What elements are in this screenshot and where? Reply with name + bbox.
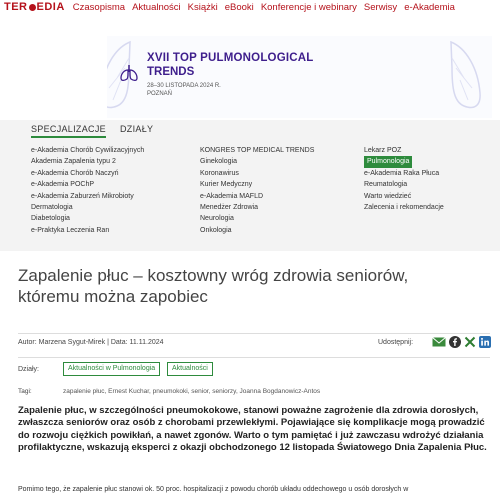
specializations-list: [0, 139, 500, 251]
article-lead: Zapalenie płuc, w szczególności pneumokokowe, stanowi poważne zagrożenie dla zdrowia dorosłych, zwłaszcza seniorów oraz osób z chorobami przewlekłymi. Pojawiające się komplikacje mogą prowadzić do rozwoju ciężkich powikłań, a nawet zgonów. Warto o tym pamiętać i już zawczasu wdrożyć działania profilaktyczne, wskazują eksperci z okazji obchodzonego 12 listopada Światowego Dnia Zapalenia Płuc.: [18, 405, 487, 454]
spec-column-3: [364, 145, 444, 213]
divider: [18, 333, 490, 334]
banner-location: POZNAŃ: [147, 91, 173, 97]
spec-item[interactable]: Reumatologia: [364, 181, 408, 189]
x-icon[interactable]: [464, 336, 476, 348]
banner-title: XVII TOP PULMONOLOGICAL: [147, 52, 314, 64]
badge-aktualnosci-pulmonologia[interactable]: Aktualności w Pulmonologia: [63, 362, 160, 376]
tags-label: Tagi:: [18, 388, 32, 395]
banner-date: 28–30 LISTOPADA 2024 R.: [147, 83, 221, 89]
spec-item[interactable]: Zalecenia i rekomendacje: [364, 203, 444, 211]
termedia-logo[interactable]: TER EDIA: [4, 1, 65, 13]
spec-item[interactable]: KONGRES TOP MEDICAL TRENDS: [200, 147, 315, 154]
spec-item[interactable]: Dermatologia: [31, 203, 73, 211]
spec-item[interactable]: Warto wiedzieć: [364, 192, 412, 200]
spec-item[interactable]: e-Praktyka Leczenia Ran: [31, 226, 110, 234]
lungs-illustration-right: [416, 38, 486, 114]
article-body: Pomimo tego, że zapalenie płuc stanowi ok. 50 proc. hospitalizacji z powodu chorób układu oddechowego u osób dorosłych w: [18, 486, 409, 493]
nav-czasopisma[interactable]: Czasopisma: [72, 1, 126, 13]
spec-item[interactable]: Akademia Zapalenia typu 2: [31, 158, 116, 166]
spec-item[interactable]: e-Akademia Zaburzeń Mikrobioty: [31, 192, 134, 200]
spec-item[interactable]: Diabetologia: [31, 215, 70, 223]
nav-ksiazki[interactable]: Książki: [187, 1, 218, 13]
nav-links: [73, 2, 455, 13]
dzialy-label: Działy:: [18, 366, 40, 373]
nav-konferencje[interactable]: Konferencje i webinary: [260, 1, 357, 13]
spec-item[interactable]: e-Akademia Chorób Cywilizacyjnych: [31, 147, 145, 154]
article-title-line-1: Zapalenie płuc – kosztowny wróg zdrowia seniorów,: [18, 266, 409, 285]
spec-item[interactable]: Kurier Medyczny: [200, 181, 253, 189]
conference-banner[interactable]: [107, 36, 492, 118]
banner-subtitle: TRENDS: [147, 66, 195, 78]
nav-aktualnosci[interactable]: Aktualności: [132, 1, 181, 13]
article-title: [18, 265, 488, 307]
spec-item[interactable]: e-Akademia Raka Płuca: [364, 169, 440, 177]
share-icons: [432, 336, 491, 348]
email-icon[interactable]: [432, 336, 446, 348]
nav-ebooki[interactable]: eBooki: [224, 1, 254, 13]
spec-item[interactable]: Neurologia: [200, 215, 234, 223]
spec-column-1: [31, 145, 144, 236]
spec-item[interactable]: Ginekologia: [200, 158, 237, 166]
top-navigation: [0, 0, 500, 14]
facebook-icon[interactable]: [449, 336, 461, 348]
spec-item[interactable]: Koronawirus: [200, 169, 239, 177]
article-meta: Autor: Marzena Sygut-Mirek | Data: 11.11.2024: [18, 339, 164, 346]
spec-item[interactable]: e-Akademia MAFLD: [200, 192, 264, 200]
lungs-logo-icon: [119, 63, 139, 83]
tags-list[interactable]: zapalenie płuc, Ernest Kuchar, pneumokoki, senior, seniorzy, Joanna Bogdanowicz-Antos: [63, 388, 321, 395]
tab-dzialy[interactable]: DZIAŁY: [120, 124, 154, 134]
spec-item[interactable]: Menedżer Zdrowia: [200, 203, 258, 211]
share-label: Udostępnij:: [378, 339, 414, 346]
article-title-line-2: któremu można zapobiec: [18, 287, 208, 306]
badge-aktualnosci[interactable]: Aktualności: [167, 362, 213, 376]
linkedin-icon[interactable]: [479, 336, 491, 348]
nav-serwisy[interactable]: Serwisy: [363, 1, 398, 13]
nav-e-akademia[interactable]: e-Akademia: [404, 1, 455, 13]
spec-item[interactable]: Onkologia: [200, 226, 232, 234]
spec-item[interactable]: e-Akademia Chorób Naczyń: [31, 169, 119, 177]
spec-item[interactable]: e-Akademia POChP: [31, 181, 95, 189]
specializations-tabs: [0, 120, 500, 139]
spec-column-2: [200, 145, 314, 236]
spec-item[interactable]: Lekarz POZ: [364, 147, 402, 154]
divider: [18, 357, 490, 358]
spec-item-active[interactable]: Pulmonologia: [364, 156, 412, 167]
tab-specjalizacje[interactable]: SPECJALIZACJE: [31, 124, 106, 138]
